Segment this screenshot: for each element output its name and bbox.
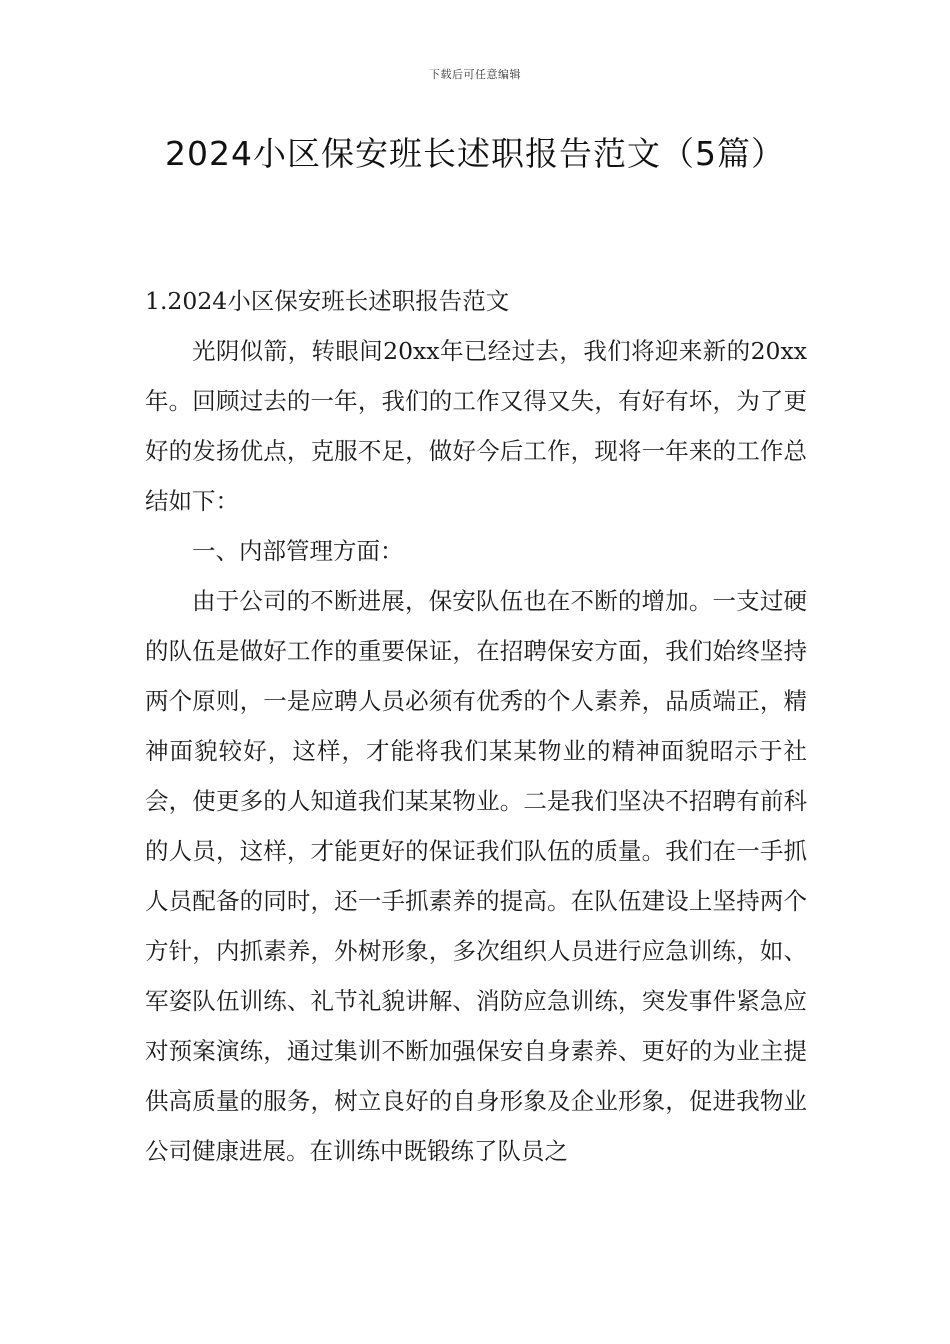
paragraph-subheading: 一、内部管理方面： bbox=[192, 537, 404, 565]
document-body bbox=[145, 276, 807, 1176]
section-heading: 1.2024小区保安班长述职报告范文 bbox=[145, 287, 510, 315]
paragraph-intro: 光阴似箭，转眼间20xx年已经过去，我们将迎来新的20xx年。回顾过去的一年，我们的工作又得又失，有好有坏，为了更好的发扬优点，克服不足，做好今后工作，现将一年来的工作总结如下： bbox=[145, 337, 807, 515]
document-title: 2024小区保安班长述职报告范文（5篇） bbox=[165, 134, 785, 173]
header-note: 下载后可任意编辑 bbox=[429, 68, 521, 81]
paragraph-management: 由于公司的不断进展，保安队伍也在不断的增加。一支过硬的队伍是做好工作的重要保证，在招聘保安方面，我们始终坚持两个原则，一是应聘人员必须有优秀的个人素养，品质端正，精神面貌较好，这样，才能将我们某某物业的精神面貌昭示于社会，使更多的人知道我们某某物业。二是我们坚决不招聘有前科的人员，这样，才能更好的保证我们队伍的质量。我们在一手抓人员配备的同时，还一手抓素养的提高。在队伍建设上坚持两个方针，内抓素养，外树形象，多次组织人员进行应急训练，如、军姿队伍训练、礼节礼貌讲解、消防应急训练，突发事件紧急应对预案演练，通过集训不断加强保安自身素养、更好的为业主提供高质量的服务，树立良好的自身形象及企业形象，促进我物业公司健康进展。在训练中既锻练了队员之 bbox=[145, 587, 807, 1165]
